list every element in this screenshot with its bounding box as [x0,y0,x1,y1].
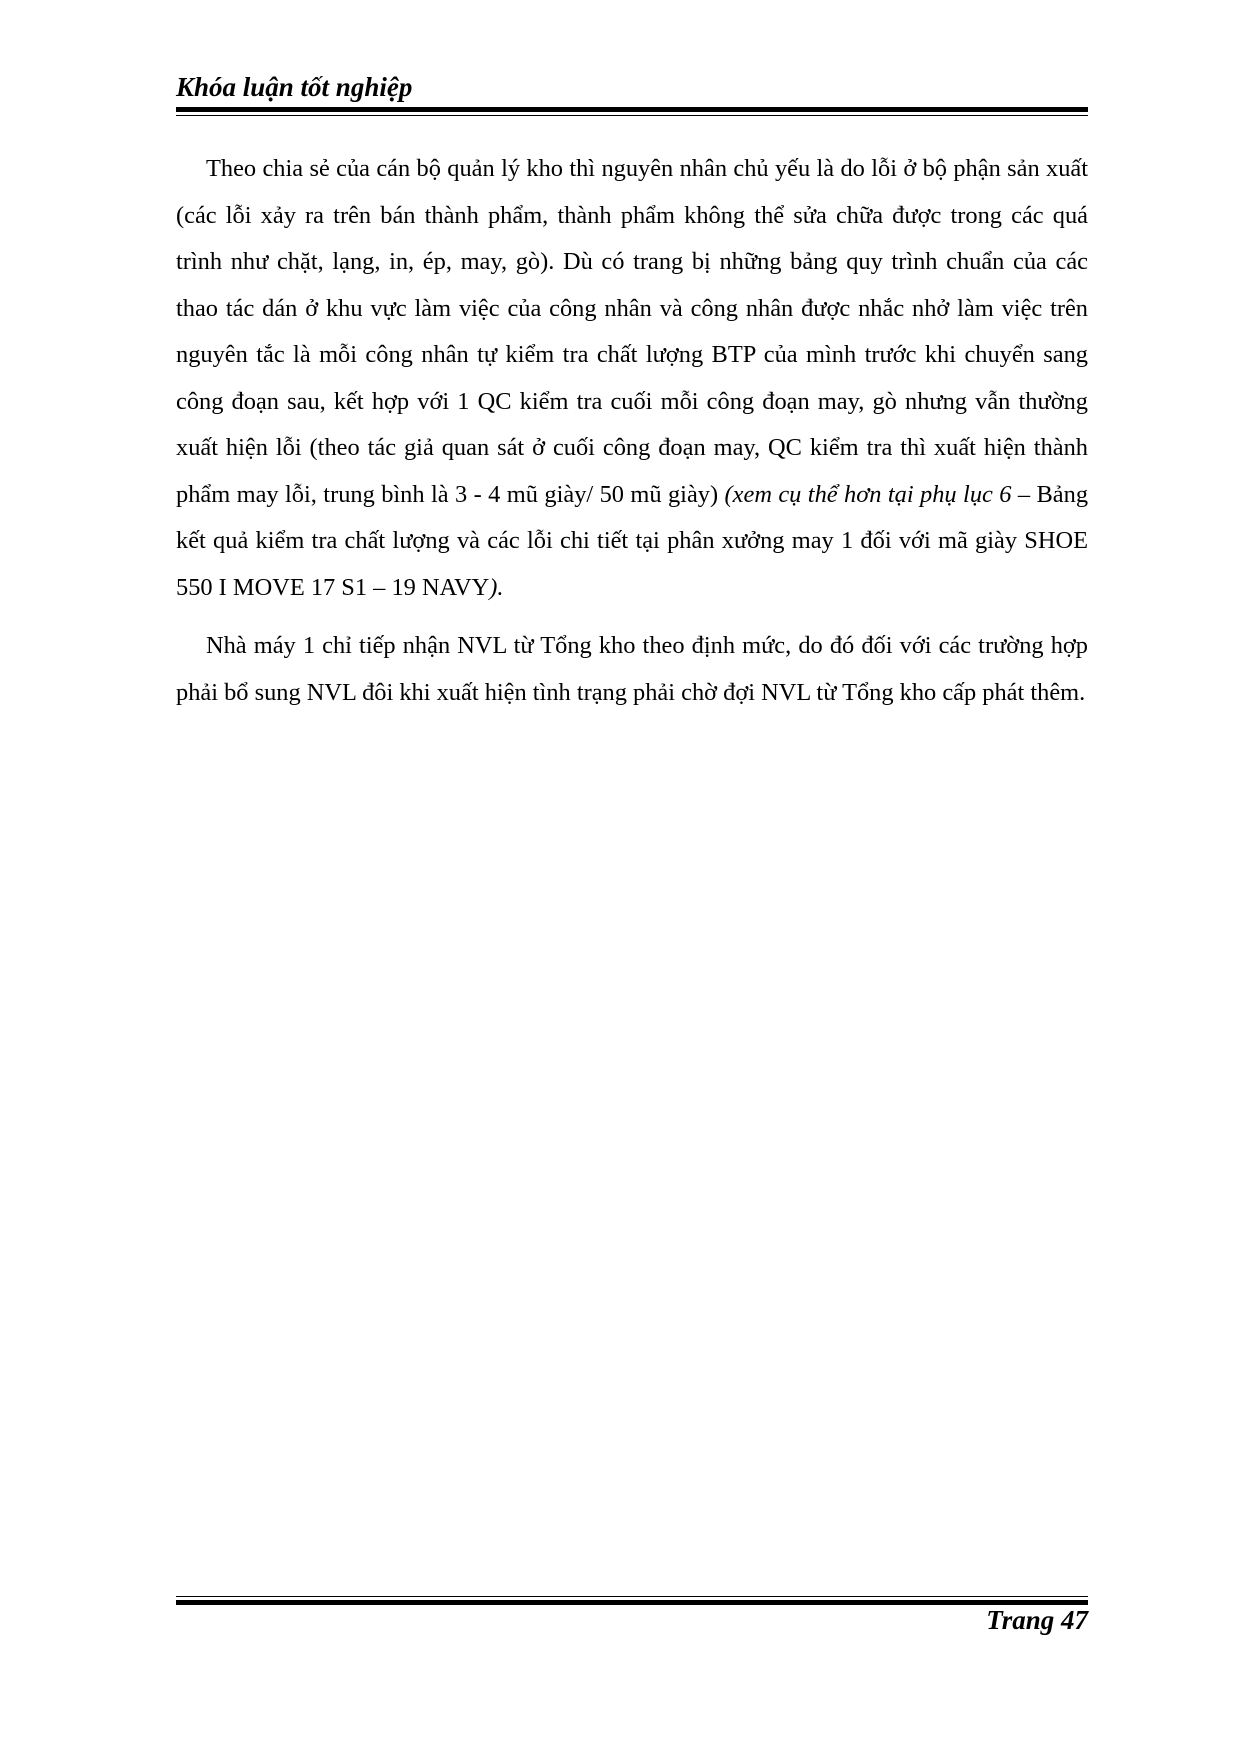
footer-rule-thick [176,1600,1088,1605]
paragraph-1 [176,146,1088,611]
footer-rule-thin [176,1596,1088,1597]
body-content [176,146,1088,716]
header-rule-thick [176,107,1088,112]
paragraph-1-text-a: Theo chia sẻ của cán bộ quản lý kho thì nguyên nhân chủ yếu là do lỗi ở bộ phận sản xuất (các lỗi xảy ra trên bán thành phẩm, thành phẩm không thể sửa chữa được trong các quá trình như chặt, lạng, in, ép, may, gò). Dù có trang bị những bảng quy trình chuẩn của các thao tác dán ở khu vực làm việc của công nhân và công nhân được nhắc nhở làm việc trên nguyên tắc là mỗi công nhân tự kiểm tra chất lượng BTP của mình trước khi chuyển sang công đoạn sau, kết hợp với 1 QC kiểm tra cuối mỗi công đoạn may, gò nhưng vẫn thường xuất hiện lỗi (theo tác giả quan sát ở cuối công đoạn may, QC kiểm tra thì xuất hiện thành phẩm may lỗi, trung bình là 3 - 4 mũ giày/ 50 mũ giày) [176,155,1088,508]
paragraph-1-appendix-title: – Bảng kết quả kiểm tra chất lượng và các lỗi chi tiết tại phân xưởng may 1 đối với mã giày SHOE 550 I MOVE 17 S1 – 19 NAVY [176,480,1089,601]
paragraph-2: Nhà máy 1 chỉ tiếp nhận NVL từ Tổng kho theo định mức, do đó đối với các trường hợp phải bổ sung NVL đôi khi xuất hiện tình trạng phải chờ đợi NVL từ Tổng kho cấp phát thêm. [176,632,1088,706]
page-number: Trang 47 [986,1605,1088,1635]
paragraph-1-closing: ). [489,573,504,601]
header-rule-thin [176,115,1088,116]
paragraph-1-appendix-ref: (xem cụ thể hơn tại phụ lục 6 [724,480,1012,508]
header-title: Khóa luận tốt nghiệp [176,72,413,102]
